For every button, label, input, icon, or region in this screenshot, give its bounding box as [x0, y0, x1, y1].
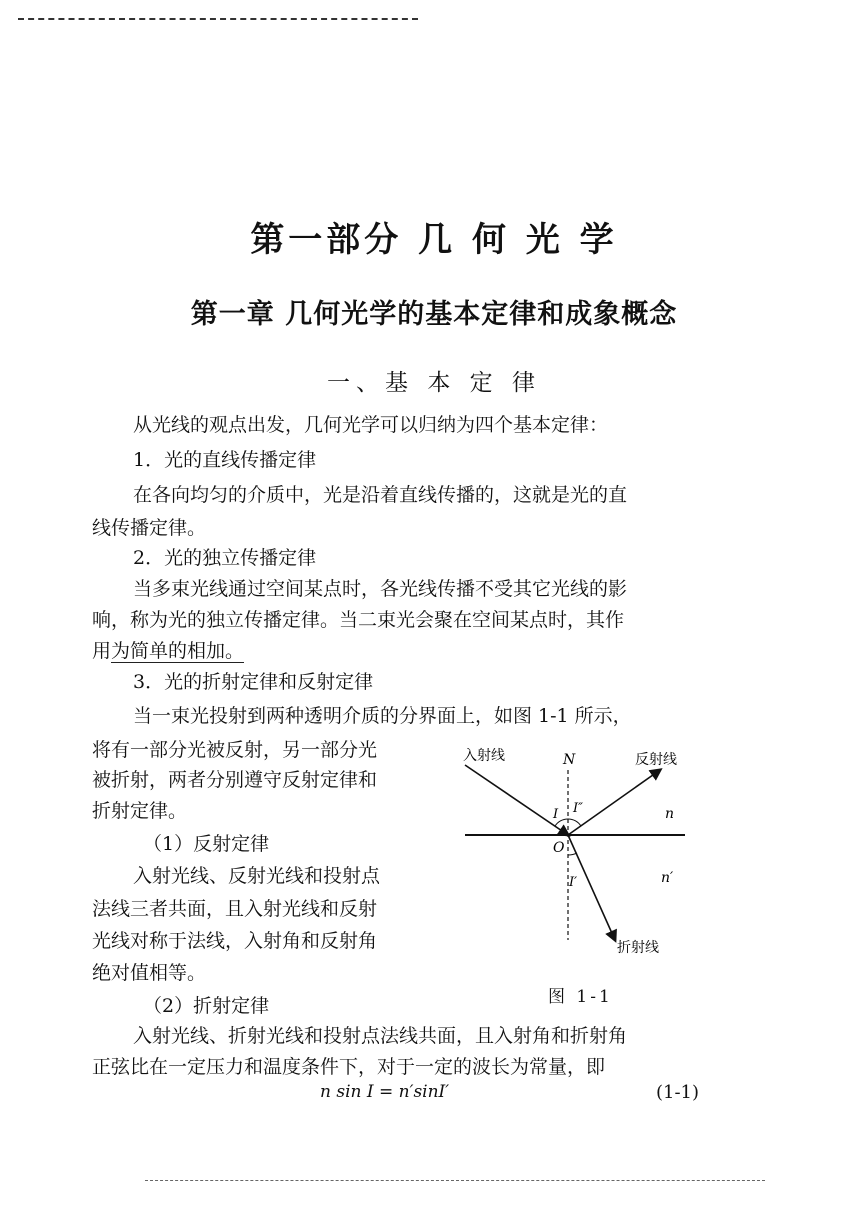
refraction-text-line: 入射光线、折射光线和投射点法线共面，且入射角和折射角	[133, 1025, 628, 1047]
equation-number: (1-1)	[656, 1082, 700, 1103]
law3-text-line: 被折射，两者分别遵守反射定律和	[92, 769, 378, 791]
medium2-label: n′	[661, 870, 674, 886]
reflection-refraction-diagram	[455, 740, 715, 970]
refracted-label: 折射线	[617, 940, 659, 956]
law3-text-line: 折射定律。	[92, 800, 188, 822]
law3-text-line: 当一束光投射到两种透明介质的分界面上，如图 1-1 所示，	[133, 705, 632, 727]
reflected-label: 反射线	[635, 752, 677, 768]
origin-label: O	[553, 840, 565, 856]
equation: n sin I = n′sinI′	[320, 1082, 450, 1102]
reflection-heading: （1）反射定律	[143, 833, 270, 855]
intro-text: 从光线的观点出发，几何光学可以归纳为四个基本定律：	[133, 414, 609, 436]
refraction-text-line: 正弦比在一定压力和温度条件下，对于一定的波长为常量，即	[92, 1056, 606, 1078]
top-dashed-rule	[18, 18, 418, 20]
normal-label: N	[563, 752, 576, 768]
incident-label: 入射线	[463, 748, 505, 764]
reflection-text-line: 光线对称于法线，入射角和反射角	[92, 930, 378, 952]
bottom-dashed-rule	[145, 1180, 765, 1181]
reflection-text-line: 法线三者共面，且入射光线和反射	[92, 898, 378, 920]
part-title: 第一部分 几 何 光 学	[250, 220, 618, 260]
law1-text-line: 线传播定律。	[92, 517, 207, 539]
law2-text-line	[92, 636, 244, 663]
medium1-label: n	[665, 806, 675, 822]
law1-text-line: 在各向均匀的介质中，光是沿着直线传播的，这就是光的直	[133, 484, 628, 506]
section-title: 一、基 本 定 律	[327, 370, 541, 396]
reflection-text-line: 入射光线、反射光线和投射点	[133, 865, 381, 887]
figure-caption: 图 1-1	[548, 987, 613, 1007]
law1-heading: 1．光的直线传播定律	[133, 449, 317, 471]
incident-angle-label: I	[553, 807, 559, 822]
handwritten-underline: 为简单的相加。	[111, 640, 245, 662]
refracted-angle-label: I′	[569, 875, 578, 890]
law3-heading: 3．光的折射定律和反射定律	[133, 671, 374, 693]
law2-heading: 2．光的独立传播定律	[133, 547, 317, 569]
law3-text-line: 将有一部分光被反射，另一部分光	[92, 739, 378, 761]
chapter-title: 第一章 几何光学的基本定律和成象概念	[190, 299, 678, 330]
law2-text-line: 当多束光线通过空间某点时，各光线传播不受其它光线的影	[133, 578, 628, 600]
refraction-heading: （2）折射定律	[143, 995, 270, 1017]
refracted-angle-arc	[568, 853, 577, 855]
incident-ray	[465, 765, 568, 835]
law2-text-line: 响，称为光的独立传播定律。当二束光会聚在空间某点时，其作	[92, 609, 625, 631]
law2-line3-start: 用	[92, 640, 112, 662]
reflected-angle-label: I″	[573, 801, 583, 816]
reflected-angle-arc	[568, 819, 581, 826]
reflection-text-line: 绝对值相等。	[92, 962, 207, 984]
